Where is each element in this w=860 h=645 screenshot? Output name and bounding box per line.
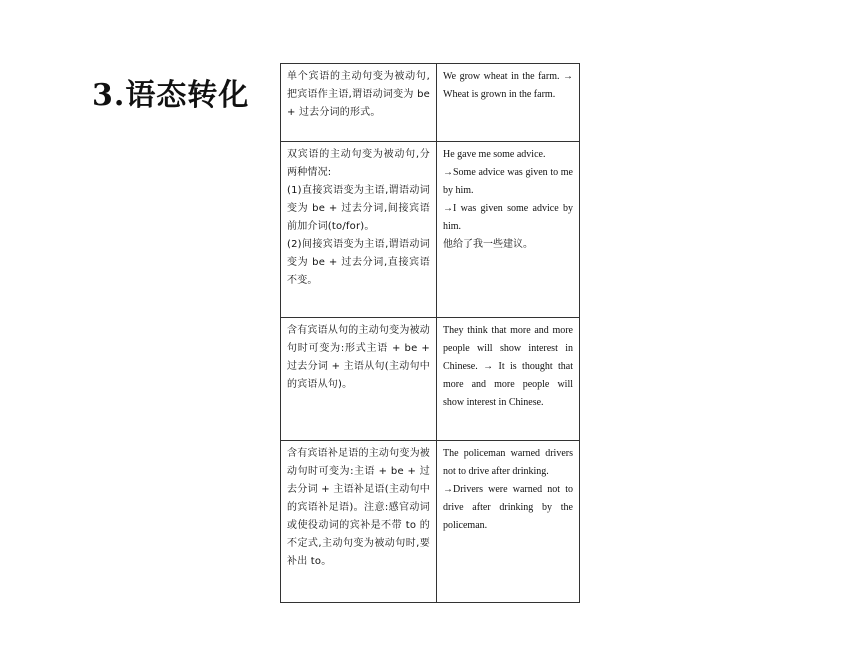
example-text: 他给了我一些建议。 [443,239,533,250]
rule-text: 含有宾语补足语的主动句变为被动句时可变为:主语 + be + 过去分词 + 主语补足语(主动句中的宾语补足语)。注意:感官动词或使役动词的宾补是不带 to 的不定式,主动句变为被动句时,要补出 to。 [287,448,430,567]
example-text: →Drivers were warned not to drive after drinking by the policeman. [443,484,573,531]
section-heading: 3.语态转化 [92,78,250,113]
voice-conversion-table [280,63,580,603]
rule-cell [281,441,437,603]
example-text: We grow wheat in the farm. → Wheat is grown in the farm. [443,71,573,100]
table-row [281,64,580,142]
rule-cell [281,318,437,441]
example-text: He gave me some advice. [443,149,546,160]
example-cell [437,142,580,318]
table-row [281,318,580,441]
table-row [281,142,580,318]
example-cell [437,318,580,441]
example-cell [437,441,580,603]
example-cell [437,64,580,142]
rule-text: (2)间接宾语变为主语,谓语动词变为 be + 过去分词,直接宾语不变。 [287,239,430,286]
rule-text: 单个宾语的主动句变为被动句,把宾语作主语,谓语动词变为 be + 过去分词的形式。 [287,71,430,118]
rule-text: 含有宾语从句的主动句变为被动句时可变为:形式主语 + be + 过去分词 + 主语从句(主动句中的宾语从句)。 [287,325,430,390]
example-text: They think that more and more people will show interest in Chinese. → It is thought that more and more people will show interest in Chinese. [443,325,573,408]
rule-cell [281,142,437,318]
example-text: →Some advice was given to me by him. [443,167,573,196]
example-text: →I was given some advice by him. [443,203,573,232]
example-text: The policeman warned drivers not to drive after drinking. [443,448,573,477]
rule-text: 双宾语的主动句变为被动句,分两种情况: [287,149,430,178]
rule-cell [281,64,437,142]
rule-text: (1)直接宾语变为主语,谓语动词变为 be + 过去分词,间接宾语前加介词(to/for)。 [287,185,430,232]
table-row [281,441,580,603]
